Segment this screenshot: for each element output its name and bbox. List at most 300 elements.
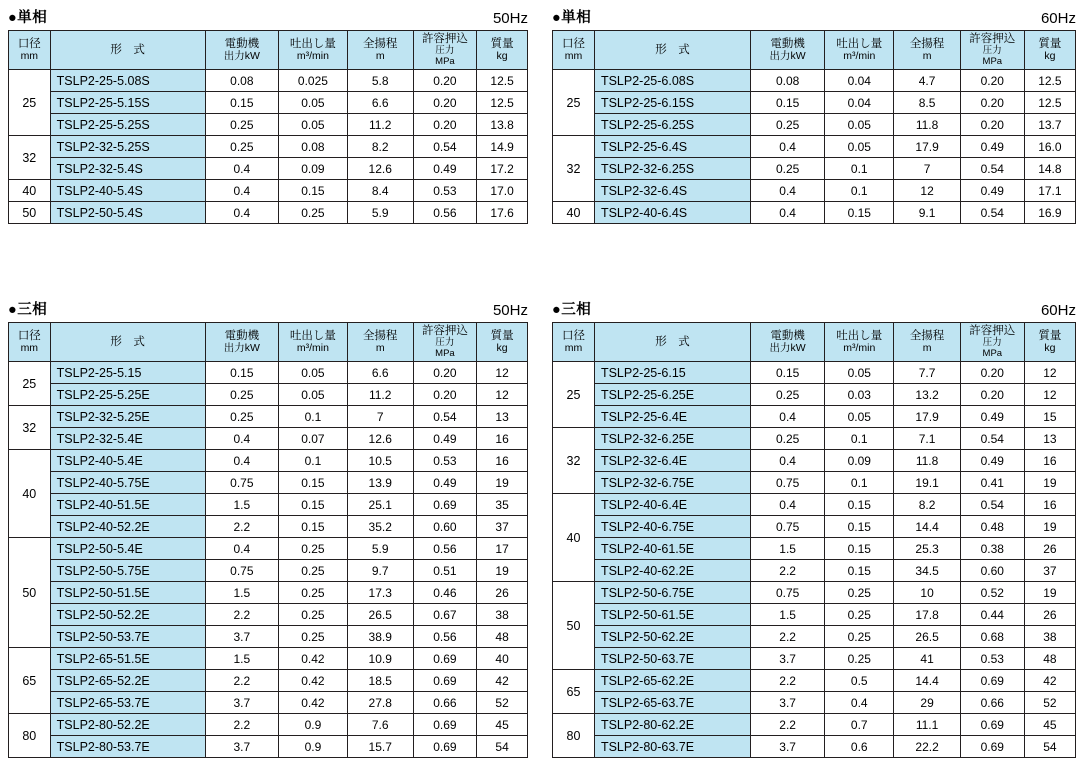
cell-pressure: 0.56 [413, 626, 476, 648]
cell-model: TSLP2-32-5.25E [50, 406, 205, 428]
col-header-pressure: 許容押込 圧力 MPa [413, 31, 476, 70]
cell-model: TSLP2-25-5.08S [50, 70, 205, 92]
cell-model: TSLP2-32-6.4E [594, 450, 750, 472]
cell-head: 7.6 [347, 714, 413, 736]
cell-head: 11.1 [894, 714, 961, 736]
cell-flow: 0.08 [279, 136, 348, 158]
table-row [9, 714, 528, 736]
cell-flow: 0.05 [279, 384, 348, 406]
cell-flow: 0.25 [825, 604, 894, 626]
cell-bore: 80 [553, 714, 595, 758]
block-header [8, 298, 528, 319]
col-header-motor: 電動機 出力kW [205, 323, 279, 362]
cell-flow: 0.15 [279, 494, 348, 516]
table-row [9, 406, 528, 428]
table-row [553, 136, 1076, 158]
cell-pressure: 0.54 [960, 158, 1024, 180]
cell-flow: 0.25 [279, 604, 348, 626]
cell-model: TSLP2-50-61.5E [594, 604, 750, 626]
cell-mass: 13.8 [477, 114, 528, 136]
table-row [9, 92, 528, 114]
cell-bore: 50 [553, 582, 595, 670]
cell-bore: 40 [9, 180, 51, 202]
spec-table [8, 322, 528, 758]
cell-flow: 0.15 [825, 202, 894, 224]
table-row [9, 560, 528, 582]
cell-pressure: 0.56 [413, 538, 476, 560]
cell-head: 12.6 [347, 428, 413, 450]
cell-bore: 32 [553, 428, 595, 494]
cell-model: TSLP2-40-52.2E [50, 516, 205, 538]
cell-mass: 54 [1024, 736, 1075, 758]
cell-bore: 40 [553, 494, 595, 582]
cell-pressure: 0.46 [413, 582, 476, 604]
cell-bore: 32 [553, 136, 595, 202]
cell-model: TSLP2-25-6.4E [594, 406, 750, 428]
cell-model: TSLP2-40-61.5E [594, 538, 750, 560]
table-row [9, 494, 528, 516]
cell-model: TSLP2-25-5.25S [50, 114, 205, 136]
table-row [553, 472, 1076, 494]
cell-motor-kw: 0.4 [205, 202, 279, 224]
cell-motor-kw: 0.4 [751, 406, 825, 428]
table-row [9, 180, 528, 202]
cell-flow: 0.1 [825, 428, 894, 450]
cell-model: TSLP2-25-6.15 [594, 362, 750, 384]
cell-head: 22.2 [894, 736, 961, 758]
cell-mass: 16.9 [1024, 202, 1075, 224]
table-row [553, 648, 1076, 670]
cell-head: 10.9 [347, 648, 413, 670]
cell-motor-kw: 0.15 [205, 362, 279, 384]
block-header [552, 6, 1076, 27]
cell-motor-kw: 2.2 [751, 670, 825, 692]
cell-head: 10 [894, 582, 961, 604]
cell-model: TSLP2-32-6.25E [594, 428, 750, 450]
cell-model: TSLP2-40-6.75E [594, 516, 750, 538]
table-row [553, 450, 1076, 472]
cell-model: TSLP2-80-52.2E [50, 714, 205, 736]
cell-motor-kw: 2.2 [205, 714, 279, 736]
cell-pressure: 0.68 [960, 626, 1024, 648]
cell-model: TSLP2-50-5.4S [50, 202, 205, 224]
cell-motor-kw: 2.2 [751, 626, 825, 648]
cell-flow: 0.09 [825, 450, 894, 472]
table-row [553, 180, 1076, 202]
cell-flow: 0.25 [825, 582, 894, 604]
cell-motor-kw: 0.75 [205, 560, 279, 582]
cell-head: 27.8 [347, 692, 413, 714]
cell-flow: 0.1 [279, 450, 348, 472]
frequency-label: 60Hz [1040, 10, 1076, 27]
cell-flow: 0.1 [825, 472, 894, 494]
cell-flow: 0.9 [279, 736, 348, 758]
cell-flow: 0.9 [279, 714, 348, 736]
cell-pressure: 0.20 [960, 384, 1024, 406]
cell-bore: 65 [553, 670, 595, 714]
cell-motor-kw: 2.2 [751, 560, 825, 582]
cell-motor-kw: 1.5 [205, 648, 279, 670]
table-row [9, 516, 528, 538]
cell-motor-kw: 0.4 [751, 180, 825, 202]
cell-model: TSLP2-65-53.7E [50, 692, 205, 714]
cell-pressure: 0.44 [960, 604, 1024, 626]
cell-flow: 0.07 [279, 428, 348, 450]
cell-mass: 13 [1024, 428, 1075, 450]
cell-bore: 32 [9, 406, 51, 450]
cell-flow: 0.1 [825, 158, 894, 180]
cell-motor-kw: 0.25 [751, 428, 825, 450]
cell-pressure: 0.20 [413, 114, 476, 136]
cell-motor-kw: 0.08 [751, 70, 825, 92]
table-row [553, 428, 1076, 450]
cell-mass: 17 [477, 538, 528, 560]
cell-bore: 32 [9, 136, 51, 180]
cell-head: 15.7 [347, 736, 413, 758]
cell-motor-kw: 0.4 [751, 450, 825, 472]
cell-flow: 0.05 [825, 114, 894, 136]
cell-head: 14.4 [894, 670, 961, 692]
table-row [9, 648, 528, 670]
cell-bore: 80 [9, 714, 51, 758]
spec-table [8, 30, 528, 224]
cell-pressure: 0.20 [413, 92, 476, 114]
cell-flow: 0.1 [825, 180, 894, 202]
cell-pressure: 0.20 [413, 70, 476, 92]
table-row [9, 450, 528, 472]
col-header-pressure: 許容押込 圧力 MPa [413, 323, 476, 362]
cell-flow: 0.25 [825, 626, 894, 648]
table-row [553, 362, 1076, 384]
cell-motor-kw: 0.25 [205, 114, 279, 136]
cell-mass: 12 [477, 362, 528, 384]
cell-pressure: 0.54 [960, 202, 1024, 224]
cell-model: TSLP2-25-6.25E [594, 384, 750, 406]
cell-model: TSLP2-50-51.5E [50, 582, 205, 604]
cell-model: TSLP2-25-5.25E [50, 384, 205, 406]
cell-pressure: 0.48 [960, 516, 1024, 538]
table-block-three-phase-50hz [8, 298, 528, 758]
table-row [9, 70, 528, 92]
col-header-motor: 電動機 出力kW [751, 31, 825, 70]
frequency-label: 50Hz [492, 302, 528, 319]
cell-head: 9.7 [347, 560, 413, 582]
cell-model: TSLP2-40-62.2E [594, 560, 750, 582]
cell-pressure: 0.69 [413, 648, 476, 670]
table-row [553, 406, 1076, 428]
cell-pressure: 0.60 [413, 516, 476, 538]
table-row [9, 670, 528, 692]
table-row [9, 428, 528, 450]
cell-flow: 0.15 [279, 180, 348, 202]
col-header-flow: 吐出し量 m³/min [279, 323, 348, 362]
cell-flow: 0.25 [279, 202, 348, 224]
cell-model: TSLP2-25-6.15S [594, 92, 750, 114]
cell-motor-kw: 0.75 [751, 516, 825, 538]
cell-pressure: 0.69 [960, 714, 1024, 736]
cell-head: 11.8 [894, 450, 961, 472]
cell-head: 7.7 [894, 362, 961, 384]
cell-flow: 0.05 [825, 136, 894, 158]
phase-label: ●三相 [552, 302, 592, 318]
cell-mass: 45 [477, 714, 528, 736]
cell-pressure: 0.60 [960, 560, 1024, 582]
cell-motor-kw: 3.7 [751, 692, 825, 714]
cell-flow: 0.25 [279, 626, 348, 648]
cell-model: TSLP2-40-5.4S [50, 180, 205, 202]
cell-model: TSLP2-50-52.2E [50, 604, 205, 626]
cell-pressure: 0.53 [413, 180, 476, 202]
cell-flow: 0.15 [825, 516, 894, 538]
cell-flow: 0.7 [825, 714, 894, 736]
cell-pressure: 0.49 [960, 180, 1024, 202]
cell-model: TSLP2-40-51.5E [50, 494, 205, 516]
cell-motor-kw: 0.4 [751, 494, 825, 516]
cell-flow: 0.025 [279, 70, 348, 92]
cell-motor-kw: 0.4 [205, 538, 279, 560]
cell-mass: 12.5 [477, 70, 528, 92]
cell-flow: 0.05 [825, 406, 894, 428]
cell-motor-kw: 2.2 [751, 714, 825, 736]
cell-flow: 0.04 [825, 70, 894, 92]
cell-model: TSLP2-32-6.75E [594, 472, 750, 494]
cell-mass: 38 [477, 604, 528, 626]
cell-pressure: 0.20 [960, 362, 1024, 384]
cell-mass: 19 [1024, 582, 1075, 604]
col-header-bore: 口径 mm [553, 31, 595, 70]
cell-flow: 0.25 [279, 582, 348, 604]
col-header-mass: 質量 kg [1024, 31, 1075, 70]
cell-flow: 0.25 [825, 648, 894, 670]
cell-pressure: 0.69 [413, 714, 476, 736]
cell-pressure: 0.49 [960, 406, 1024, 428]
block-header [552, 298, 1076, 319]
cell-pressure: 0.51 [413, 560, 476, 582]
col-header-head: 全揚程 m [347, 31, 413, 70]
cell-motor-kw: 0.15 [205, 92, 279, 114]
cell-pressure: 0.53 [413, 450, 476, 472]
cell-head: 9.1 [894, 202, 961, 224]
cell-motor-kw: 2.2 [205, 604, 279, 626]
table-row [9, 158, 528, 180]
table-row [553, 582, 1076, 604]
table-row [9, 538, 528, 560]
col-header-flow: 吐出し量 m³/min [279, 31, 348, 70]
cell-head: 6.6 [347, 362, 413, 384]
phase-label: ●三相 [8, 302, 48, 318]
cell-head: 19.1 [894, 472, 961, 494]
cell-head: 18.5 [347, 670, 413, 692]
cell-pressure: 0.66 [960, 692, 1024, 714]
cell-mass: 19 [1024, 516, 1075, 538]
cell-pressure: 0.69 [413, 736, 476, 758]
cell-pressure: 0.69 [413, 670, 476, 692]
cell-pressure: 0.52 [960, 582, 1024, 604]
cell-motor-kw: 3.7 [205, 736, 279, 758]
cell-head: 25.3 [894, 538, 961, 560]
cell-mass: 12.5 [477, 92, 528, 114]
cell-flow: 0.09 [279, 158, 348, 180]
cell-flow: 0.4 [825, 692, 894, 714]
cell-flow: 0.15 [825, 494, 894, 516]
cell-head: 14.4 [894, 516, 961, 538]
cell-mass: 37 [1024, 560, 1075, 582]
cell-flow: 0.42 [279, 670, 348, 692]
cell-mass: 12.5 [1024, 70, 1075, 92]
cell-head: 26.5 [347, 604, 413, 626]
cell-mass: 17.1 [1024, 180, 1075, 202]
table-header-row [9, 323, 528, 362]
cell-model: TSLP2-32-6.25S [594, 158, 750, 180]
cell-pressure: 0.69 [960, 670, 1024, 692]
cell-model: TSLP2-50-53.7E [50, 626, 205, 648]
cell-head: 13.2 [894, 384, 961, 406]
cell-mass: 38 [1024, 626, 1075, 648]
table-header-row [553, 323, 1076, 362]
cell-mass: 19 [477, 472, 528, 494]
cell-motor-kw: 0.4 [205, 428, 279, 450]
table-row [553, 494, 1076, 516]
col-header-bore: 口径 mm [9, 31, 51, 70]
cell-head: 4.7 [894, 70, 961, 92]
cell-pressure: 0.67 [413, 604, 476, 626]
cell-pressure: 0.41 [960, 472, 1024, 494]
cell-mass: 14.9 [477, 136, 528, 158]
col-header-bore: 口径 mm [553, 323, 595, 362]
cell-model: TSLP2-40-5.4E [50, 450, 205, 472]
cell-motor-kw: 0.25 [751, 384, 825, 406]
col-header-model: 形 式 [594, 31, 750, 70]
cell-flow: 0.05 [279, 362, 348, 384]
cell-bore: 50 [9, 202, 51, 224]
col-header-mass: 質量 kg [477, 323, 528, 362]
cell-mass: 35 [477, 494, 528, 516]
cell-mass: 16 [477, 450, 528, 472]
col-header-mass: 質量 kg [1024, 323, 1075, 362]
cell-motor-kw: 0.25 [205, 384, 279, 406]
cell-motor-kw: 0.75 [751, 472, 825, 494]
cell-motor-kw: 3.7 [751, 648, 825, 670]
cell-head: 17.3 [347, 582, 413, 604]
cell-motor-kw: 1.5 [751, 538, 825, 560]
cell-mass: 40 [477, 648, 528, 670]
cell-mass: 16 [1024, 450, 1075, 472]
table-row [553, 516, 1076, 538]
cell-pressure: 0.38 [960, 538, 1024, 560]
cell-motor-kw: 0.25 [205, 136, 279, 158]
table-row [553, 92, 1076, 114]
cell-flow: 0.5 [825, 670, 894, 692]
cell-motor-kw: 0.4 [205, 180, 279, 202]
cell-pressure: 0.49 [960, 136, 1024, 158]
cell-pressure: 0.20 [960, 114, 1024, 136]
cell-head: 17.9 [894, 136, 961, 158]
col-header-model: 形 式 [50, 323, 205, 362]
cell-model: TSLP2-40-5.75E [50, 472, 205, 494]
cell-head: 8.2 [894, 494, 961, 516]
cell-pressure: 0.69 [413, 494, 476, 516]
cell-model: TSLP2-40-6.4E [594, 494, 750, 516]
table-row [553, 626, 1076, 648]
cell-motor-kw: 1.5 [205, 582, 279, 604]
cell-motor-kw: 2.2 [205, 670, 279, 692]
block-header [8, 6, 528, 27]
cell-mass: 26 [1024, 538, 1075, 560]
cell-mass: 26 [477, 582, 528, 604]
cell-flow: 0.05 [279, 114, 348, 136]
cell-pressure: 0.49 [413, 428, 476, 450]
cell-flow: 0.1 [279, 406, 348, 428]
col-header-model: 形 式 [594, 323, 750, 362]
cell-mass: 12 [477, 384, 528, 406]
col-header-flow: 吐出し量 m³/min [825, 323, 894, 362]
col-header-flow: 吐出し量 m³/min [825, 31, 894, 70]
cell-pressure: 0.49 [960, 450, 1024, 472]
cell-motor-kw: 0.25 [751, 114, 825, 136]
cell-model: TSLP2-25-6.08S [594, 70, 750, 92]
cell-mass: 14.8 [1024, 158, 1075, 180]
cell-mass: 12 [1024, 384, 1075, 406]
cell-mass: 15 [1024, 406, 1075, 428]
cell-head: 11.2 [347, 384, 413, 406]
cell-head: 7 [894, 158, 961, 180]
cell-head: 11.8 [894, 114, 961, 136]
cell-mass: 45 [1024, 714, 1075, 736]
cell-mass: 16 [477, 428, 528, 450]
cell-model: TSLP2-80-63.7E [594, 736, 750, 758]
cell-motor-kw: 3.7 [205, 626, 279, 648]
table-row [9, 114, 528, 136]
col-header-model: 形 式 [50, 31, 205, 70]
cell-model: TSLP2-25-6.25S [594, 114, 750, 136]
cell-head: 10.5 [347, 450, 413, 472]
table-row [553, 714, 1076, 736]
cell-model: TSLP2-80-53.7E [50, 736, 205, 758]
phase-label: ●単相 [8, 10, 48, 26]
cell-model: TSLP2-50-5.4E [50, 538, 205, 560]
table-block-single-phase-60hz [552, 6, 1076, 224]
cell-model: TSLP2-32-5.4E [50, 428, 205, 450]
cell-model: TSLP2-65-63.7E [594, 692, 750, 714]
cell-bore: 40 [553, 202, 595, 224]
frequency-label: 50Hz [492, 10, 528, 27]
cell-mass: 37 [477, 516, 528, 538]
table-row [553, 202, 1076, 224]
table-row [9, 202, 528, 224]
cell-head: 8.5 [894, 92, 961, 114]
cell-mass: 16 [1024, 494, 1075, 516]
cell-head: 5.9 [347, 538, 413, 560]
cell-head: 34.5 [894, 560, 961, 582]
cell-motor-kw: 0.25 [205, 406, 279, 428]
cell-pressure: 0.56 [413, 202, 476, 224]
spec-table [552, 30, 1076, 224]
cell-mass: 52 [1024, 692, 1075, 714]
cell-head: 25.1 [347, 494, 413, 516]
table-row [9, 384, 528, 406]
cell-head: 12.6 [347, 158, 413, 180]
cell-mass: 48 [1024, 648, 1075, 670]
cell-model: TSLP2-50-5.75E [50, 560, 205, 582]
cell-motor-kw: 0.4 [751, 136, 825, 158]
cell-mass: 19 [1024, 472, 1075, 494]
cell-motor-kw: 1.5 [205, 494, 279, 516]
cell-head: 5.8 [347, 70, 413, 92]
cell-motor-kw: 0.4 [205, 158, 279, 180]
cell-pressure: 0.53 [960, 648, 1024, 670]
cell-model: TSLP2-25-5.15 [50, 362, 205, 384]
cell-mass: 13 [477, 406, 528, 428]
